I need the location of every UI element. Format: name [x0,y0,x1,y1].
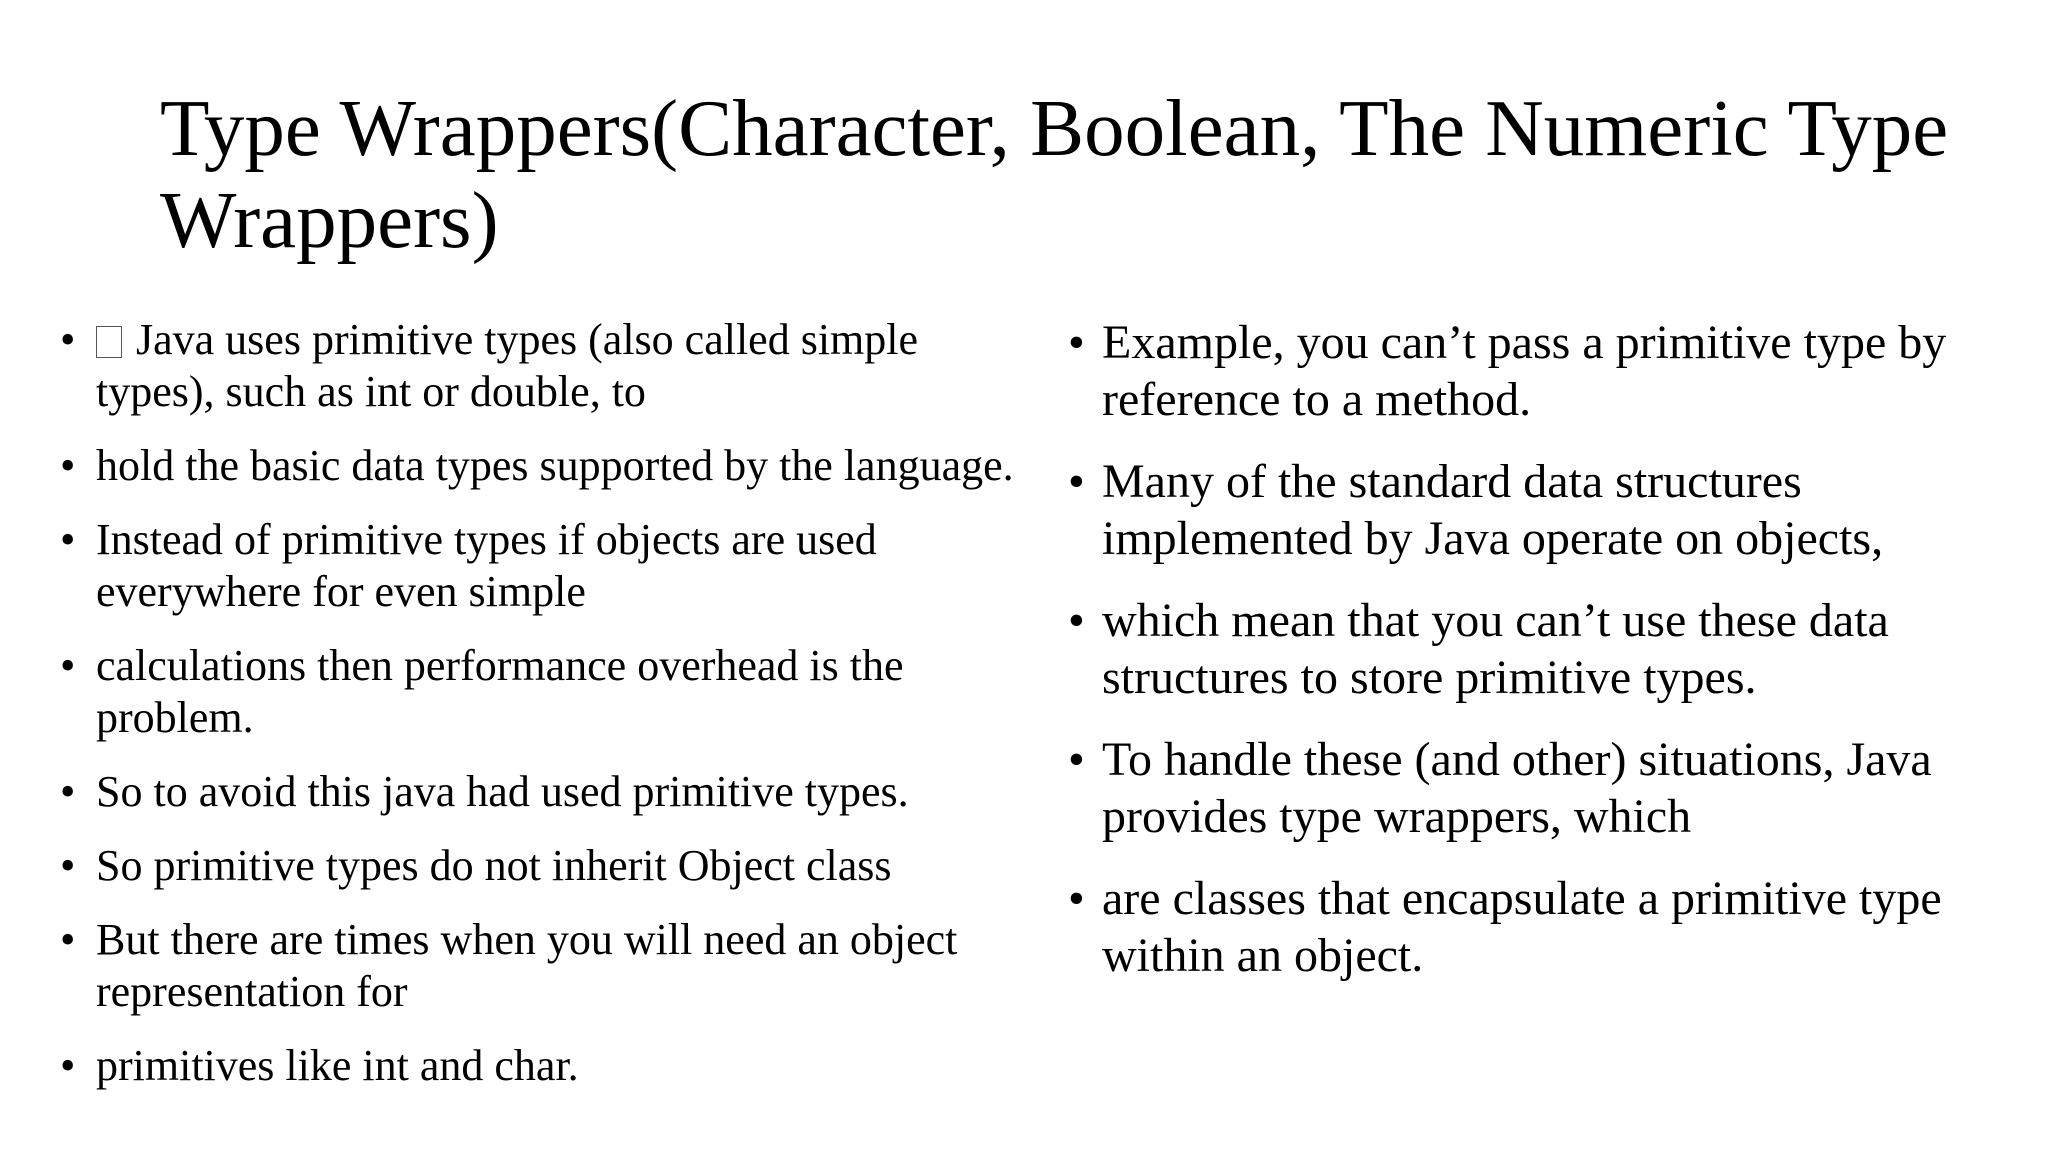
list-item-text: which mean that you can’t use these data structures to store primitive types. [1102,594,1889,704]
missing-glyph-box-icon [96,326,122,358]
list-item-text: So primitive types do not inherit Object class [96,841,892,890]
bullet-icon: • [1068,455,1085,508]
bullet-icon: • [60,441,76,490]
bullet-icon: • [60,515,76,564]
list-item [1068,731,2028,845]
slide-title: Type Wrappers(Character, Boolean, The Numeric Type Wrappers) [160,83,1949,265]
bullet-icon: • [1068,316,1085,369]
list-item-text: Example, you can’t pass a primitive type by reference to a method. [1102,316,1947,426]
bullet-icon: • [60,841,76,890]
list-item [1068,314,2028,428]
bullet-icon: • [60,767,76,816]
list-item [1068,453,2028,567]
list-item [60,514,1020,618]
list-item [1068,592,2028,706]
list-item [60,914,1020,1018]
list-item-text: primitives like int and char. [96,1041,579,1090]
bullet-icon: • [1068,733,1085,786]
list-item-text: So to avoid this java had used primitive types. [96,767,909,816]
bullet-icon: • [60,1041,76,1090]
bullet-icon: • [60,915,76,964]
left-bullet-list [60,314,1020,1114]
list-item [60,640,1020,744]
list-item [60,1040,1020,1092]
list-item-text: But there are times when you will need an object representation for [96,915,958,1016]
list-item [60,766,1020,818]
right-bullet-list [1068,314,2028,1009]
list-item [1068,870,2028,984]
list-item-text: Java uses primitive types (also called simple types), such as int or double, to [96,315,919,416]
bullet-icon: • [1068,872,1085,925]
bullet-icon: • [60,641,76,690]
list-item-text: Many of the standard data structures implemented by Java operate on objects, [1102,455,1884,565]
list-item [60,440,1020,492]
list-item [60,314,1020,418]
list-item-text: calculations then performance overhead is the problem. [96,641,904,742]
list-item-text: are classes that encapsulate a primitive type within an object. [1102,872,1942,982]
list-item-text: To handle these (and other) situations, Java provides type wrappers, which [1102,733,1932,843]
list-item [60,840,1020,892]
list-item-text: Instead of primitive types if objects are used everywhere for even simple [96,515,877,616]
list-item-text: hold the basic data types supported by the language. [96,441,1014,490]
bullet-icon: • [60,315,76,364]
bullet-icon: • [1068,594,1085,647]
